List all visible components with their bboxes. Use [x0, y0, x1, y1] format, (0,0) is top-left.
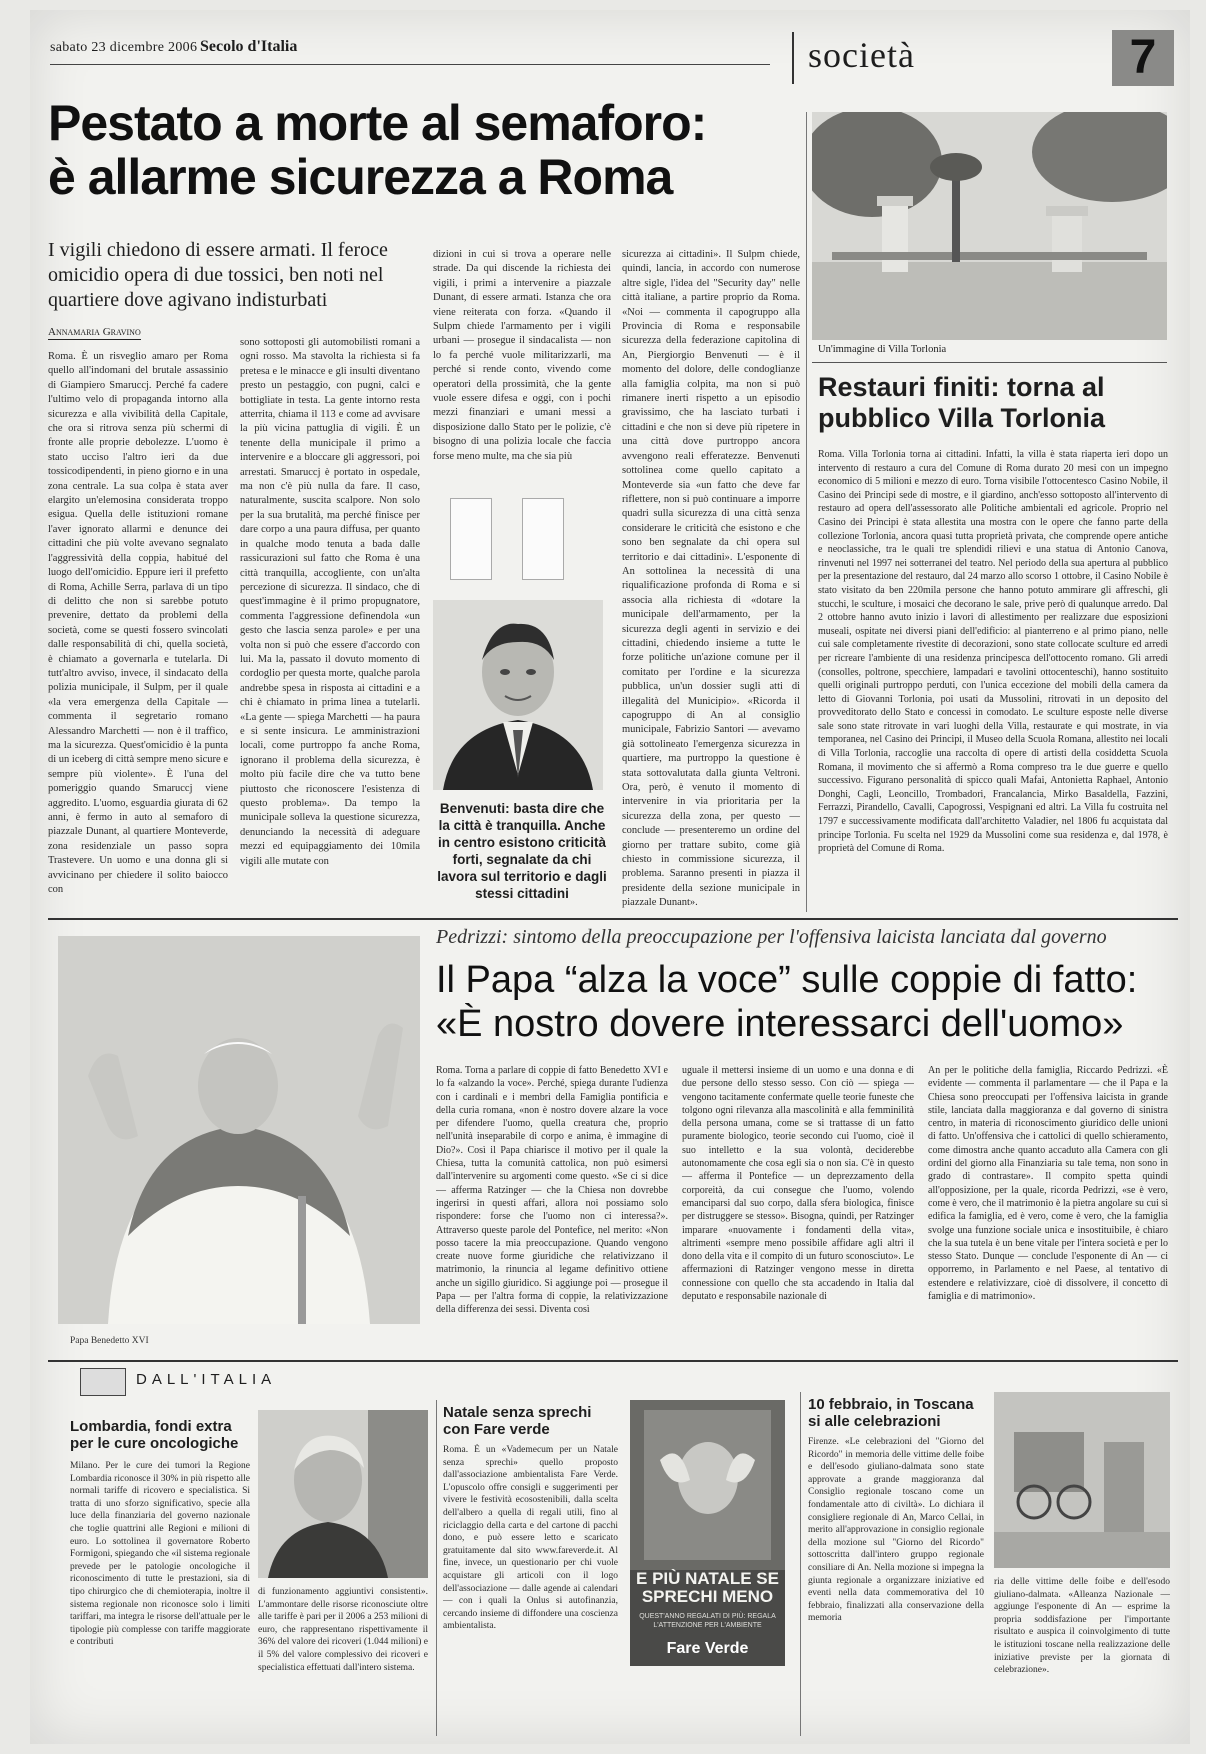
dall-italia-label: DALL'ITALIA	[136, 1371, 277, 1388]
villa-headline: Restauri finiti: torna al pubblico Villa Torlonia	[818, 372, 1106, 433]
pope-column-3: An per le politiche della famiglia, Riccardo Pedrizzi. «È evidente — commenta il parlamentare — che il Papa e la Chiesa sono preoccupati per l'offensiva laicista in grande stile, lanciata dalla maggioranza e dal governo di sinistra centro, in materia di riconoscimento giuridico delle unioni di fatto. Un'offensiva che i cattolici di quello schieramento, come dimostra anche quanto accaduto alla Camera con gli ordini del giorno alla Finanziaria su tale tema, non sono in grado di contrastare». Il compito spetta quindi all'opposizione, per la quale, ricorda Pedrizzi, «se è vero, come è vero, che il matrimonio è la pietra angolare su cui si edifica la famiglia, ed è vero, come è vero, che la famiglia svolge una funzione sociale unica e insostituibile, è chiaro che la sua tutela è un bene vitale per l'intera società e per lo stesso Stato. Dunque — conclude l'esponente di An — ci opporremo, in Parlamento e nel Paese, al tentativo di estendere e relativizzare, cioè di dissolvere, il concetto di famiglia e di matrimonio».	[928, 1065, 1168, 1303]
lombardia-body-continued: di funzionamento aggiuntivi consistenti». L'ammontare delle risorse riconosciute oltre alle tariffe è pari per il 2006 a 253 milioni di euro, che rappresentano rispettivamente il 36% del valore dei ricoveri (1.044 milioni) e il 5% del valore complessivo dei ricoveri e specialistica effettuati dall'intero sistema.	[258, 1587, 428, 1673]
fare-verde-poster	[630, 1400, 785, 1666]
benvenuti-portrait	[433, 600, 603, 790]
issue-date: sabato 23 dicembre 2006	[50, 40, 198, 55]
pope-headline-line2: «È nostro dovere interessarci dell'uomo»	[436, 1003, 1124, 1045]
pope-headline-line1: Il Papa “alza la voce” sulle coppie di fatto:	[436, 959, 1138, 1001]
lombardia-body: Milano. Per le cure dei tumori la Regione Lombardia riconosce il 30% in più rispetto alle normali tariffe di ricovero e specialistica. Si tratta di uno sforzo significativo, specie alla luce della finanziaria del governo nazionale che toglie quattrini alle Regioni e milioni di euro. Lo sottolinea il governatore Roberto Formigoni, spiegando che «il sistema regionale prevede per le patologie oncologiche il riconoscimento di tutte le prestazioni, sia di tipo chirurgico che di chemioterapia, inoltre il sistema regionale non riconosce solo i limiti tariffari, ma integra le risorse dell'attuale per le tipologie più complesse con tariffe maggiorate e contributi	[70, 1461, 250, 1648]
lead-column-4: sicurezza ai cittadini». Il Sulpm chiede, quindi, lancia, in accordo con numerose altre sigle, l'idea del "Security day" nelle città italiane, a partire proprio da Roma. «Noi — commenta il capogruppo alla Provincia di Roma e responsabile sicurezza della federazione capitolina di An, Piergiorgio Benvenuti — è il momento del dolore, delle condoglianze alla famiglia colpita, ma non si può rimanere inerti rispetto a un episodio gravissimo, che ha lasciato turbati i cittadini e che non si deve più ripetere in una città dove purtroppo ancora avvengono reali efferatezze. Benvenuti sottolinea come quello capitato a Monteverde sia «un fatto che deve far riflettere, non si può continuare a imporre quadri sulla sicurezza di una città senza considerare le criticità che esistono e che sono ben segnalate da chi opera sul territorio e dai cittadini». L'esponente di An sottolinea la necessità di una riqualificazione profonda di Roma e si associa alla richiesta di «dotare la municipale dell'armamento, per la sicurezza degli agenti in servizio e dei cittadini, chiedendo insieme a tutte le forze politiche un'azione comune per il comitato per l'ordine e la sicurezza pubblica, un'un dossier sugli atti di illegalità del Municipio». «Ricorda il capogruppo di An al consiglio municipale, Fabrizio Santori — avevamo già sottolineato l'emergenza sicurezza in quartiere, ma purtroppo la questione è stata sottovalutata dalla giunta Veltroni. Ora, però, è venuto il momento di intervenire in via prioritaria per la sicurezza della zona, per questo — conclude — presenteremo un ordine del giorno per trattare subito, come già chiesto in commissione sicurezza, il problema. Saranno presenti in piazza il presidente della sezione municipale in piazzale Dunant».	[622, 249, 800, 909]
formigoni-illustration	[258, 1410, 428, 1578]
newspaper-name: Secolo d'Italia	[200, 38, 298, 55]
villa-illustration	[812, 112, 1167, 340]
section-rule	[48, 1360, 1178, 1362]
pope-column-2: uguale il mettersi insieme di un uomo e una donna e di due persone dello stesso sesso. Con ciò — spiega — vengono tacitamente confermate quelle teorie funeste che tolgono ogni rilevanza alla mascolinità e alla femminilità della persona umana, come se si trattasse di un fatto puramente biologico, teorie secondo cui l'uomo, cioè il suo intelletto e la sua volontà, deciderebbe autonomamente che cosa egli sia o non sia. C'è in questo — afferma il Pontefice — un deprezzamento della corporeità, da cui consegue che l'uomo, volendo emanciparsi dal suo corpo, dalla sfera biologica, finisce per distruggere se stesso». Bisogna, quindi, per Ratzinger imparare «nuovamente i fondamenti della vita», altrimenti «sempre meno possibile affidare agli altri il dono della vita e il compito di un futuro sconosciuto». Le affermazioni di Ratzinger vengono messe in diretta connessione con quello che sta accadendo in Italia dal deputato e responsabile nazionale di	[682, 1065, 914, 1303]
lead-headline-line1: Pestato a morte al semaforo:	[48, 95, 707, 151]
lead-headline	[48, 96, 808, 204]
masthead-divider	[792, 32, 794, 84]
foibe-photo	[994, 1392, 1170, 1568]
section-rule	[48, 918, 1178, 920]
quote-mark-icon	[450, 498, 492, 580]
brief-divider	[436, 1400, 437, 1736]
column-divider	[806, 112, 807, 912]
fare-verde-logo: Fare Verde	[666, 1640, 749, 1657]
pope-headline	[436, 958, 1176, 1046]
section-title: società	[808, 35, 915, 75]
natale-body: Roma. È un «Vademecum per un Natale senza sprechi» quello proposto dall'associazione ambientalista Fare Verde. L'opuscolo offre consigli e suggerimenti per vivere le festività ecosostenibili, dalla scelta dell'albero a quella di regali utili, fino al riciclaggio della carta e del cartone di pacchi dono, e può essere letto e scaricato gratuitamente dal sito www.fareverde.it. Al fine, invece, un questionario per chi vuole acquistare gli articoli con il logo dell'associazione — dalle agende ai calendari — con i quali la Onlus si autofinanzia, cercando insieme di diffondere una coscienza ambientalista.	[443, 1445, 618, 1632]
natale-title: Natale senza sprechi con Fare verde	[443, 1404, 592, 1438]
toscana-body: Firenze. «Le celebrazioni del "Giorno del Ricordo" in memoria delle vittime delle foibe e dell'esodo giuliano-dalmata sono state approvate a grande maggioranza dal Consiglio regionale toscano come un fondamentale atto di civiltà». Lo dichiara il consigliere regionale di An, Marco Cellai, in merito all'approvazione in consiglio regionale della mozione sul "Giorno del Ricordo" sottoscritta dall'intero gruppo regionale consiliare di An. Nella mozione si impegna la giunta regionale a organizzare iniziative ed eventi nella data commemorativa del 10 febbraio, finalizzati alla conservazione della memoria	[808, 1437, 984, 1624]
poster-angel-illustration	[630, 1400, 785, 1570]
villa-body: Roma. Villa Torlonia torna ai cittadini. Infatti, la villa è stata riaperta ieri dopo un intervento di restauro a cura del Comune di Roma durato 20 mesi con un impegno economico di 5 milioni e mezzo di euro. Torna visibile l'ottocentesco Casino Nobile, il Casino dei Principi sede di mostre, e il giardino, anch'esso sottoposto all'intervento di restauro ad opera dell'assessorato alle Politiche ambientali ed agricole. Proprio nel Casino dei Principi è stata allestita una mostra con le opere che fanno parte della collezione Torlonia, ancora quasi tutta proprietà privata, che comprende opere antiche e neoclassiche, tra le quali tre splendidi rilievi e una statua di Antonio Canova, rinvenuti nel 1997 nei sotterranei del teatro. Nel periodo della sua apertura al pubblico per la presentazione del restauro, dal 24 marzo allo scorso 1 ottobre, il Casino Nobile è stato visitato da ben 220mila persone che hanno potuto ammirare gli affreschi, gli stucchi, le sculture, i mosaici che decorano le sale, prive però di qualunque arredo. Dal 2 ottobre hanno avuto inizio i lavori di allestimento per realizzare due esposizioni museali, ospitate nei diversi piani dell'edificio: al pianterreno e al primo piano, nelle cui sale completamente rivestite di decorazioni, sono state collocate sculture ed arredi per ricreare l'ambiente di una residenza principesca dell'ottocento romano. Gli arredi (consolles, poltrone, specchiere, lampadari e tavolini ottocenteschi), hanno sostituito quelli originali purtroppo perduti, con l'unica eccezione del mobili della camera da letto di Giovanni Torlonia, poi usati da Mussolini, ritrovati in un deposito del provveditorato dello Stato e concessi in comodato. Le sculture esposte nelle diverse sale sono state ritrovate in vari luoghi della Villa, restaurate e qui mostrate, in via temporanea, nel Casino dei Principi, il Museo della Scuola Romana, allestito nei locali di Villa Torlonia, raccoglie una raccolta di opere di artisti della cosiddetta Scuola Romana, il movimento che si affermò a Roma compreso tra le due guerre e quello successivo. Figurano personalità di spicco quali Mafai, Antonietta Raphael, Antonio Donghi, Cagli, Leoncillo, Trombadori, Francalancia, Mirko Basaldella, Fazzini, Ferrazzi, Pirandello, Cavalli, Capogrossi, Vespignani ed altri. La Villa fu costruita nel 1797 e successivamente modificata dall'architetto Valadier, nel 1806 fu acquistata dal principe Torlonia. Fu scelta nel 1929 da Mussolini come sua residenza e, dal 1978, è proprietà del Comune di Roma.	[818, 449, 1168, 855]
lead-column-2: sono sottoposti gli automobilisti romani a ogni rosso. Ma stavolta la richiesta si fa pretesa e le minacce e gli insulti diventano presto un pestaggio, con pugni, calci e bottigliate in testa. La gente intorno resta atterrita, chiama il 113 e come ad avvisare la più vicina pattuglia di vigili. È un tenente della municipale il primo a intervenire e a bloccare gli aggressori, poi arrestati. Smaruccj è portato in ospedale, ma non c'è più nulla da fare. Il caso, naturalmente, suscita scalpore. Non solo per la sua brutalità, ma perché finisce per dare corpo a una paura diffusa, per quanto in qualche modo tenuta a bada dalle rassicurazioni sul fatto che Roma è una città tranquilla, accogliente, con un'alta percezione di sicurezza. Il sindaco, che di quest'immagine è il primo propugnatore, commenta l'aggressione definendola «un gesto che lascia senza parole» e per una volta non si può che essere d'accordo con lui. Ma la, passato il dovuto momento di cordoglio per questa morte, qualche parola andrebbe spesa in risposta ai cittadini e a chi è chiamato in prima linea a tutelarli. «La gente — spiega Marchetti — ha paura e si sente insicura. Le amministrazioni locali, come purtroppo fa anche Roma, ignorano il problema della sicurezza, è molto più facile dire che va tutto bene piuttosto che riconoscere l'esistenza di questo problema». Da tempo la municipale solleva la questione sicurezza, denunciando la necessità di adeguare mezzi ed equipaggiamento dei 10mila vigili alle mutate con	[240, 337, 420, 867]
italy-map-icon	[80, 1368, 126, 1396]
pope-photo	[58, 936, 420, 1324]
toscana-body-continued: ria delle vittime delle foibe e dell'esodo giuliano-dalmata. «Alleanza Nazionale — aggiunge l'esponente di An — esprime la propria soddisfazione per l'importante risultato e auspica il coinvolgimento di tutte le istituzioni toscane nella realizzazione delle iniziative previste per la giornata di celebrazione».	[994, 1577, 1170, 1676]
poster-headline: E PIÙ NATALE SE SPRECHI MENO	[636, 1569, 779, 1606]
portrait-illustration	[433, 600, 603, 790]
pope-column-1: Roma. Torna a parlare di coppie di fatto Benedetto XVI e lo fa «alzando la voce». Perché, spiega durante l'udienza con i cardinali e i membri della Famiglia pontificia e della curia romana, «non è nostro dovere alzare la voce per difendere l'uomo, quella creatura che, proprio nell'unità inseparabile di corpo e anima, è immagine di Dio?». Così il Papa chiarisce il motivo per il quale la Chiesa, tutta la comunità cattolica, non può esimersi dall'intervenire su argomenti come questo. «Se ci si dice — afferma Ratzinger — che la Chiesa non dovrebbe ingerirsi in questi affari, allora noi possiamo solo rispondere: forse che l'uomo non ci interessa?». Attraverso queste parole del Pontefice, nel merito: «Non posso tacere la mia preoccupazione. Quando vengono create nuove forme giuridiche che relativizzano il matrimonio, la rinuncia al legame definitivo ottiene anche un sigillo giuridico. Si aggiunge poi — prosegue il Papa — per l'altra forma di coppie, la relativizzazione della differenza dei sessi. Diventa così	[436, 1065, 668, 1316]
pope-photo-caption: Papa Benedetto XVI	[70, 1336, 149, 1346]
brief-divider	[800, 1392, 801, 1736]
toscana-title: 10 febbraio, in Toscana si alle celebrazioni	[808, 1396, 974, 1430]
lead-headline-line2: è allarme sicurezza a Roma	[48, 149, 673, 205]
lombardia-title: Lombardia, fondi extra per le cure oncologiche	[70, 1418, 239, 1452]
villa-rule	[812, 362, 1167, 363]
villa-photo-caption: Un'immagine di Villa Torlonia	[818, 344, 947, 355]
poster-subtitle: QUEST'ANNO REGALATI DI PIÙ: REGALA L'ATTENZIONE PER L'AMBIENTE	[639, 1613, 776, 1629]
foibe-illustration	[994, 1392, 1170, 1568]
pope-illustration	[58, 936, 420, 1324]
lead-column-1: Roma. È un risveglio amaro per Roma quello all'indomani del brutale assassinio di Giampiero Smaruccj. Perché fa cadere l'ultimo velo di propaganda intorno alla sicurezza e alla vivibilità della Capitale, che ora si ritrova senza più schermi di fronte alle proprie debolezze. L'uomo è stato ucciso l'altro ieri da due tossicodipendenti, in pieno giorno e in una zona centrale. La sua colpa è stata aver elargito un'elemosina considerata troppo esigua. Quella delle istituzioni romane l'aver ignorato allarmi e denunce dei cittadini che più volte avevano segnalato l'aggressività della coppia, habitué del luogo dell'omicidio. Eppure ieri il prefetto di Roma, Achille Serra, parlava di un tipo di delitto che non si sarebbe potuto prevenire, dettato da problemi della società, come se questi fossero svincolati dalle responsabilità di chi, quella società, è chiamato a governarla e tutelarla. Di tutt'altro avviso, invece, il sindacato della polizia municipale, il Sulpm, per il quale «la vera emergenza della Capitale — commenta il segretario romano Alessandro Marchetti — non è il traffico, ma la sicurezza. Quest'omicidio è la punta di un iceberg di città sempre meno sicure e sempre più violente». È l'una del pomeriggio quando Smaruccj viene aggredito. L'uomo, esguardia giurata di 62 anni, è fermo in auto al semaforo di piazzale Dunant, al quartiere Monteverde, zona residenziale un passo sopra Trastevere. Un uomo e una donna gli si avvicinano per chiedere il solito baiocco con	[48, 351, 228, 896]
formigoni-photo	[258, 1410, 428, 1578]
villa-torlonia-photo	[812, 112, 1167, 340]
masthead-rule	[50, 64, 770, 65]
lead-column-3: dizioni in cui si trova a operare nelle strade. Da qui discende la richiesta dei vigili, i primi a intervenire a piazzale Dunant, di essere armati. Istanza che ora viene reiterata con forza. «Quando il Sulpm chiede l'armamento per i vigili urbani — prosegue il sindacalista — non lo fa perché vuole militarizzarli, ma perché si rende conto, vivendo come operatori della prossimità, che la gente vuole essere difesa e oggi, con i pochi mezzi finanziari e umani messi a disposizione dallo Stato per le polizie, c'è bisogno di una polizia locale che faccia forse meno multe, ma che sia più	[433, 249, 611, 462]
masthead	[50, 32, 1170, 92]
quote-mark-icon	[522, 498, 564, 580]
pope-kicker: Pedrizzi: sintomo della preoccupazione per l'offensiva laicista lanciata dal governo	[436, 926, 1107, 948]
lead-byline: Annamaria Gravino	[48, 326, 141, 338]
lead-deck: I vigili chiedono di essere armati. Il feroce omicidio opera di due tossici, ben noti nel quartiere dove agivano indisturbati	[48, 239, 388, 311]
pull-quote: Benvenuti: basta dire che la città è tranquilla. Anche in centro esistono criticità forti, segnalate da chi lavora sul territorio e dagli stessi cittadini	[437, 801, 607, 901]
page-number: 7	[1112, 30, 1174, 86]
